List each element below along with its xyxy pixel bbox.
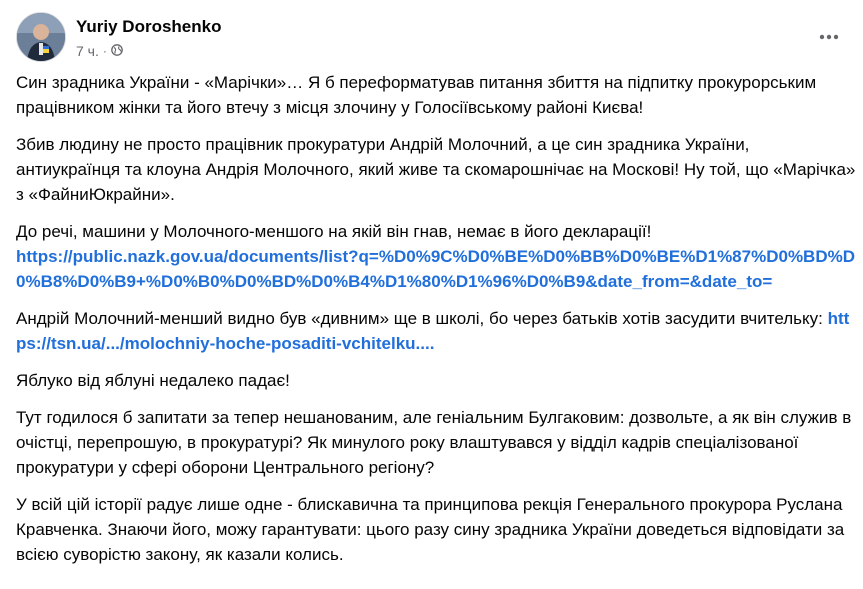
paragraph-text: До речі, машини у Молочного-меншого на якій він гнав, немає в його декларації!: [16, 222, 652, 241]
paragraph: [16, 219, 856, 294]
paragraph-text: Син зрадника України - «Марічки»… Я б переформатував питання збиття на підпитку прокурорським працівником жінки та його втечу з місця злочину у Голосіївському районі Києва!: [16, 73, 817, 117]
paragraph: [16, 368, 856, 393]
paragraph-text: Тут годилося б запитати за тепер нешанованим, але геніальним Булгаковим: дозвольте, а як він служив в очістці, перепрошую, в прокуратурі? Як минулого року влаштувався у відділ кадрів спеціалізованої прокуратури у сфері оборони Центрального регіону?: [16, 408, 852, 477]
paragraph: [16, 306, 856, 356]
more-options-icon: [819, 27, 839, 45]
author-name[interactable]: Yuriy Doroshenko: [76, 17, 222, 36]
post-body: [16, 70, 856, 579]
globe-icon: [111, 43, 123, 59]
avatar[interactable]: [16, 12, 66, 62]
paragraph-text: У всій цій історії радує лише одне - блискавична та принципова рекція Генерального прокурора Руслана Кравченка. Знаючи його, можу гарантувати: цього разу сину зрадника України доведеться відповідати за всією суворістю закону, як казали колись.: [16, 495, 845, 564]
paragraph: [16, 70, 856, 120]
paragraph-text: Яблуко від яблуні недалеко падає!: [16, 371, 290, 390]
paragraph: [16, 492, 856, 567]
post-time[interactable]: 7 ч.: [76, 43, 99, 59]
tsn-link[interactable]: https://tsn.ua/.../molochniy-hoche-posaditi-vchitelku....: [16, 309, 850, 353]
more-options-button[interactable]: [811, 22, 847, 50]
paragraph-text: Збив людину не просто працівник прокуратури Андрій Молочний, а це син зрадника України, антиукраїнця та клоуна Андрія Молочного, який живе та скомарошнічає на Москові! Ну той, що «Марічка» з «ФайниЮкрайни».: [16, 135, 856, 204]
post-header: [16, 12, 847, 62]
meta-separator: ·: [102, 44, 107, 58]
post-meta: [76, 42, 123, 60]
nazk-link[interactable]: https://public.nazk.gov.ua/documents/list?q=%D0%9C%D0%BE%D0%BB%D0%BE%D1%87%D0%BD%D0%B8%D0%B9+%D0%B0%D0%BD%D0%B4%D1%80%D1%96%D0%B9&date_from=&date_to=: [16, 247, 856, 291]
paragraph: [16, 132, 856, 207]
paragraph: [16, 405, 856, 480]
paragraph-text: Андрій Молочний-менший видно був «дивним» ще в школі, бо через батьків хотів засудити вчительку:: [16, 309, 823, 328]
